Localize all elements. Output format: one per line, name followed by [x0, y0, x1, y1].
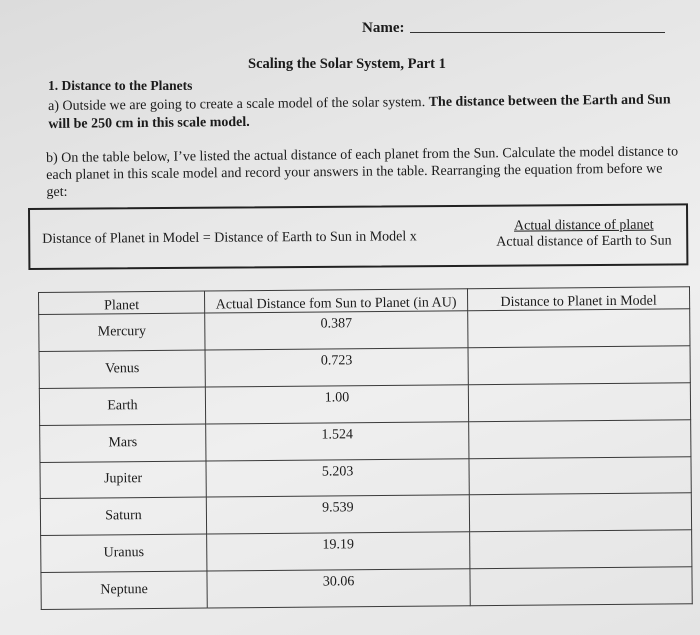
- planet-cell: Mars: [40, 424, 206, 462]
- planet-cell: Mercury: [39, 313, 205, 351]
- model-distance-cell[interactable]: [469, 493, 691, 532]
- table-row: [39, 309, 690, 352]
- table-row: [41, 530, 692, 573]
- planet-cell: Saturn: [40, 497, 206, 535]
- formula-left-side: Distance of Planet in Model = Distance of Earth to Sun in Model x: [42, 229, 417, 247]
- part-a-paragraph: [48, 91, 678, 134]
- planet-cell: Neptune: [41, 571, 207, 609]
- distance-cell: 30.06: [207, 569, 470, 608]
- header-planet: Planet: [39, 291, 205, 314]
- distance-cell: 19.19: [207, 532, 470, 571]
- header-actual-distance: Actual Distance fom Sun to Planet (in AU): [204, 289, 467, 313]
- formula-numerator: Actual distance of planet: [513, 217, 654, 234]
- table-row: [39, 346, 690, 389]
- model-distance-cell[interactable]: [470, 530, 692, 569]
- formula-fraction: [496, 218, 672, 251]
- table-row: [39, 383, 690, 426]
- distance-cell: 1.00: [205, 384, 468, 423]
- name-blank-line[interactable]: [410, 32, 665, 33]
- planet-table-wrapper: [38, 286, 693, 610]
- formula-denominator: Actual distance of Earth to Sun: [496, 233, 672, 250]
- model-distance-cell[interactable]: [469, 419, 691, 458]
- part-a-text: a) Outside we are going to create a scale model of the solar system.: [48, 95, 426, 114]
- part-a-bold-text: The distance between the Earth and Sun will be 250 cm in this scale model.: [48, 92, 671, 132]
- part-b-paragraph: b) On the table below, I’ve listed the actual distance of each planet from the Sun. Calculate the model distance to each planet in this scale model and record your answers in the table. Rearranging the equation from before we get:: [46, 144, 679, 200]
- section-heading: 1. Distance to the Planets: [48, 78, 193, 93]
- planet-distance-table: [38, 286, 693, 610]
- table-row: [41, 567, 692, 610]
- table-row: [40, 419, 691, 462]
- model-distance-cell[interactable]: [468, 346, 690, 385]
- header-model-distance: Distance to Planet in Model: [467, 287, 689, 311]
- formula-box: [28, 203, 688, 270]
- worksheet-title: Scaling the Solar System, Part 1: [248, 56, 446, 72]
- name-label: Name:: [362, 20, 405, 36]
- model-distance-cell[interactable]: [468, 309, 690, 348]
- model-distance-cell[interactable]: [469, 456, 691, 495]
- distance-cell: 0.387: [205, 311, 468, 350]
- distance-cell: 9.539: [206, 495, 469, 534]
- table-row: [40, 456, 691, 499]
- planet-cell: Uranus: [41, 534, 207, 572]
- distance-cell: 0.723: [205, 348, 468, 387]
- planet-cell: Jupiter: [40, 461, 206, 499]
- distance-cell: 5.203: [206, 458, 469, 497]
- distance-cell: 1.524: [206, 421, 469, 460]
- planet-cell: Venus: [39, 350, 205, 388]
- planet-cell: Earth: [39, 387, 205, 425]
- model-distance-cell[interactable]: [470, 567, 692, 606]
- model-distance-cell[interactable]: [468, 383, 690, 422]
- table-row: [40, 493, 691, 536]
